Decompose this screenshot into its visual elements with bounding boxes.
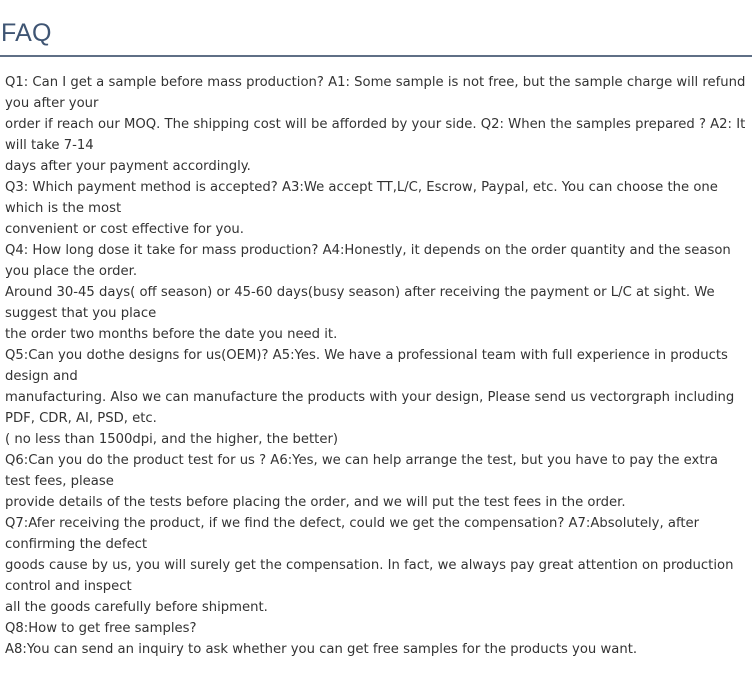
faq-header [0,0,752,57]
faq-line: provide details of the tests before placing the order, and we will put the test fees in the order. [5,495,626,510]
faq-line: Q5:Can you dothe designs for us(OEM)? A5:Yes. We have a professional team with full experience in products [5,348,728,363]
faq-line: suggest that you place [5,306,157,321]
faq-line: goods cause by us, you will surely get the compensation. In fact, we always pay great attention on production [5,558,734,573]
faq-line: control and inspect [5,579,132,594]
faq-line: Around 30-45 days( off season) or 45-60 days(busy season) after receiving the payment or L/C at sight. We [5,285,715,300]
faq-line: will take 7-14 [5,138,94,153]
faq-line: all the goods carefully before shipment. [5,600,268,615]
faq-line: Q4: How long dose it take for mass production? A4:Honestly, it depends on the order quantity and the season [5,243,731,258]
faq-line: order if reach our MOQ. The shipping cost will be afforded by your side. Q2: When the samples prepared ? A2: It [5,117,746,132]
faq-line: Q8:How to get free samples? [5,621,197,636]
faq-line: you after your [5,96,99,111]
faq-line: Q3: Which payment method is accepted? A3:We accept TT,L/C, Escrow, Paypal, etc. You can choose the one [5,180,718,195]
faq-line: days after your payment accordingly. [5,159,251,174]
faq-line: which is the most [5,201,122,216]
faq-line: manufacturing. Also we can manufacture the products with your design, Please send us vectorgraph including [5,390,735,405]
faq-line: design and [5,369,78,384]
faq-line: Q1: Can I get a sample before mass production? A1: Some sample is not free, but the sample charge will refund [5,75,746,90]
faq-line: test fees, please [5,474,114,489]
faq-line: convenient or cost effective for you. [5,222,244,237]
faq-line: confirming the defect [5,537,148,552]
faq-line: the order two months before the date you need it. [5,327,338,342]
faq-line: ( no less than 1500dpi, and the higher, the better) [5,432,339,447]
faq-line: you place the order. [5,264,138,279]
faq-line: Q6:Can you do the product test for us ? A6:Yes, we can help arrange the test, but you have to pay the extra [5,453,718,468]
faq-line: PDF, CDR, AI, PSD, etc. [5,411,157,426]
faq-line: Q7:Afer receiving the product, if we find the defect, could we get the compensation? A7:Absolutely, after [5,516,700,531]
page-title: FAQ [1,19,52,47]
faq-line: A8:You can send an inquiry to ask whether you can get free samples for the products you want. [5,642,638,657]
faq-body [5,72,750,660]
